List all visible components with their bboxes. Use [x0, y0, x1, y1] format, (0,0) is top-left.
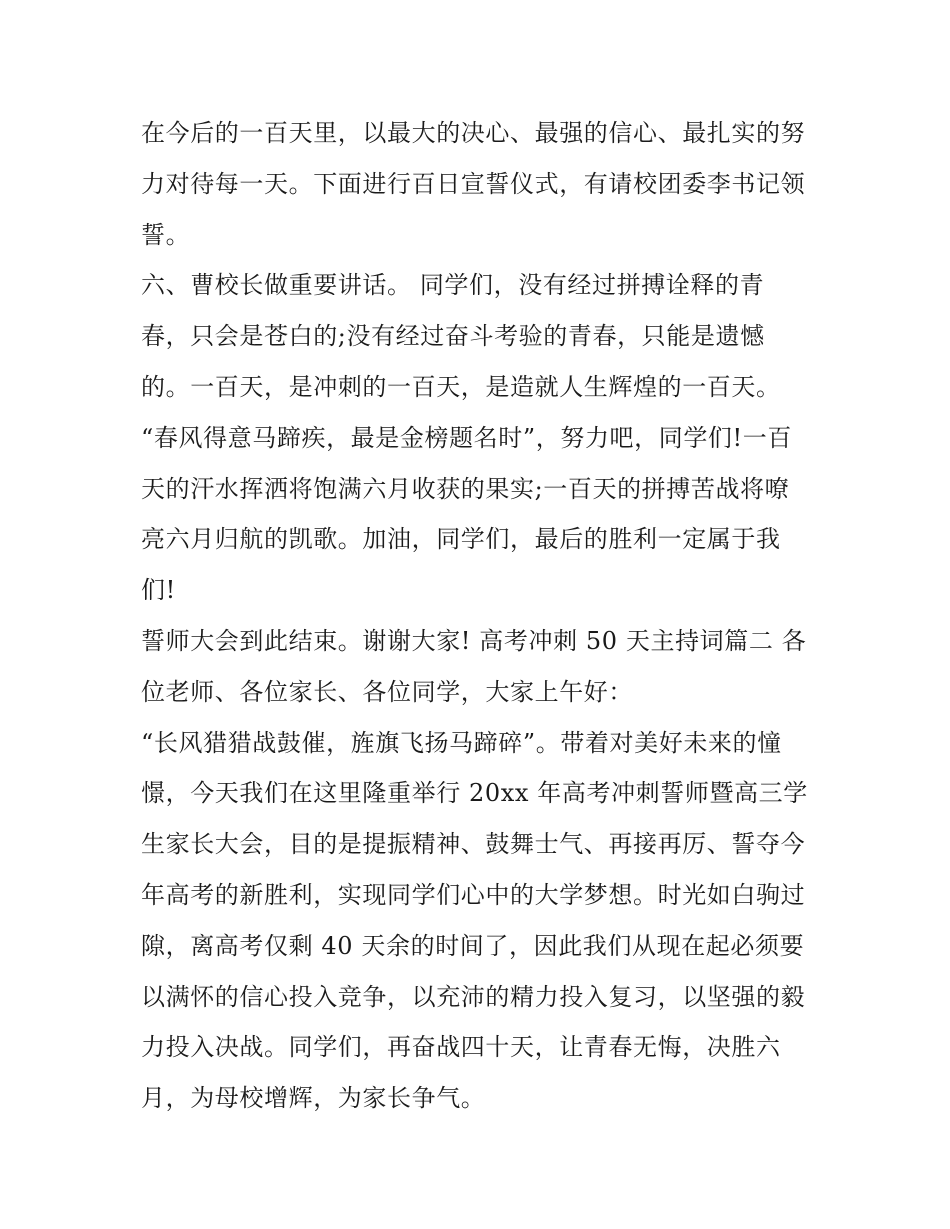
- text-line: 在今后的一百天里，以最大的决心、最强的信心、最扎实的努: [141, 119, 806, 147]
- text-line: 的。一百天，是冲刺的一百天，是造就人生辉煌的一百天。: [141, 372, 781, 401]
- text-line: 生家长大会，目的是提振精神、鼓舞士气、再接再厉、誓夺今: [141, 830, 806, 859]
- text-line: 憬，今天我们在这里隆重举行 20xx 年高考冲刺誓师暨高三学: [141, 779, 808, 808]
- text-line: 六、曹校长做重要讲话。 同学们，没有经过拼搏诠释的青: [141, 271, 765, 300]
- text-line: 誓师大会到此结束。谢谢大家! 高考冲刺 50 天主持词篇二 各: [141, 626, 807, 655]
- text-line: 亮六月归航的凯歌。加油，同学们，最后的胜利一定属于我: [141, 525, 781, 554]
- text-line: 位老师、各位家长、各位同学，大家上午好：: [141, 677, 633, 706]
- text-line: “春风得意马蹄疾，最是金榜题名时”，努力吧，同学们!一百: [141, 423, 792, 452]
- text-line: 以满怀的信心投入竞争，以充沛的精力投入复习，以坚强的毅: [141, 982, 806, 1011]
- text-line: 隙，离高考仅剩 40 天余的时间了，因此我们从现在起必须要: [141, 931, 805, 960]
- body-text: [141, 108, 821, 1124]
- text-line: 天的汗水挥洒将饱满六月收获的果实;一百天的拼搏苦战将嘹: [141, 474, 790, 503]
- text-line: “长风猎猎战鼓催，旌旗飞扬马蹄碎”。带着对美好未来的憧: [141, 728, 782, 757]
- text-line: 春，只会是苍白的;没有经过奋斗考验的青春，只能是遗憾: [141, 322, 765, 351]
- text-line: 月，为母校增辉，为家长争气。: [141, 1084, 486, 1113]
- text-line: 誓。: [141, 220, 191, 249]
- text-line: 年高考的新胜利，实现同学们心中的大学梦想。时光如白驹过: [141, 880, 806, 909]
- text-line: 们!: [141, 576, 176, 605]
- text-line: 力对待每一天。下面进行百日宣誓仪式，有请校团委李书记领: [141, 169, 806, 198]
- text-line: 力投入决战。同学们，再奋战四十天，让青春无悔，决胜六: [141, 1033, 781, 1062]
